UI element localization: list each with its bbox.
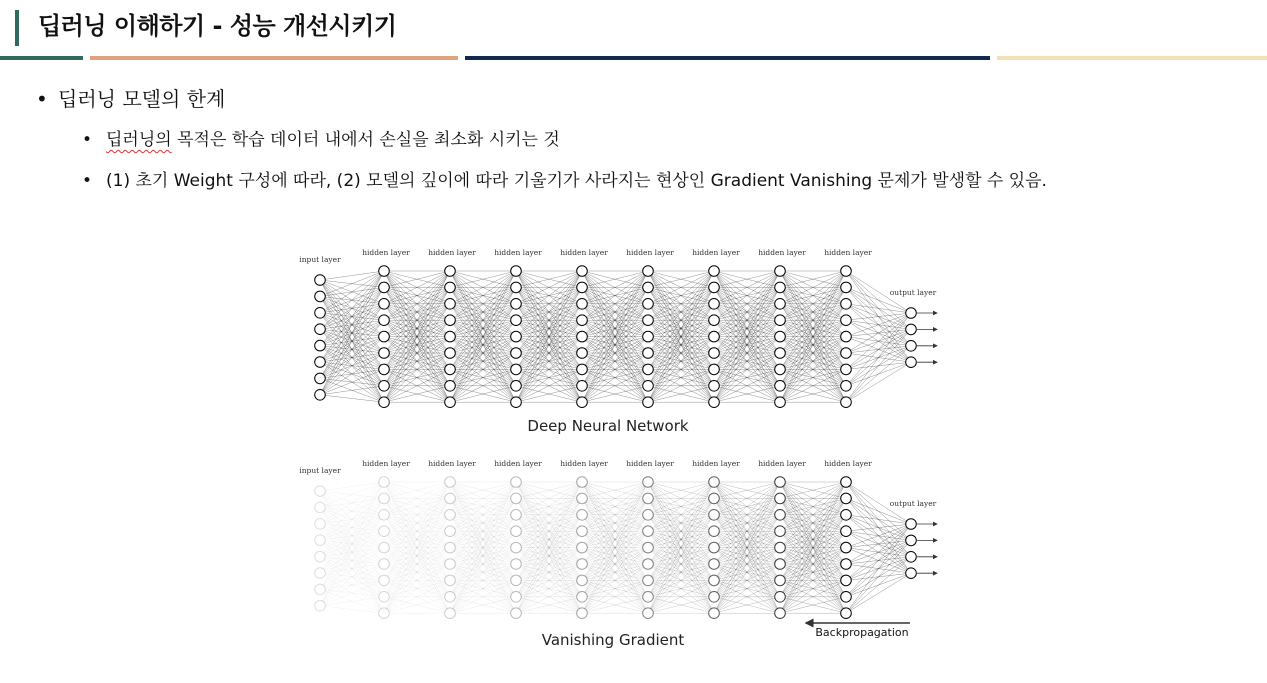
- vg-input-node: [315, 551, 326, 562]
- dnn-input-node: [315, 324, 326, 335]
- dnn-output-node: [906, 341, 917, 352]
- dnn-hidden-node: [643, 381, 654, 392]
- bullet-dot: •: [36, 87, 48, 111]
- dnn-output-node: [906, 357, 917, 368]
- dnn-edge: [320, 271, 384, 346]
- dnn-hidden-node: [511, 348, 522, 359]
- vg-hidden-layer-label: hidden layer: [428, 459, 476, 468]
- dnn-hidden-node: [775, 348, 786, 359]
- dnn-hidden-node: [643, 331, 654, 342]
- main-bullet-text: 딥러닝 모델의 한계: [58, 87, 226, 111]
- sub-bullet-2-text: (1) 초기 Weight 구성에 따라, (2) 모델의 깊이에 따라 기울기가 사라지는 현상인 Gradient Vanishing 문제가 발생할 수 있음.: [106, 171, 1047, 191]
- dnn-hidden-node: [841, 331, 852, 342]
- dnn-hidden-layer-label: hidden layer: [758, 248, 806, 257]
- vg-output-node: [906, 568, 917, 579]
- dnn-input-node: [315, 275, 326, 286]
- sub-bullet-1-text: 목적은 학습 데이터 내에서 손실을 최소화 시키는 것: [171, 130, 560, 150]
- vg-input-node: [315, 601, 326, 612]
- vg-hidden-node: [445, 493, 456, 504]
- vg-hidden-node: [511, 608, 522, 619]
- vg-hidden-node: [379, 559, 390, 570]
- bullet-dot: •: [82, 171, 93, 191]
- dnn-hidden-node: [379, 266, 390, 277]
- dnn-input-layer-label: input layer: [299, 255, 341, 264]
- dnn-output-node: [906, 324, 917, 335]
- vg-hidden-node: [775, 493, 786, 504]
- vg-hidden-node: [841, 592, 852, 603]
- vg-hidden-node: [577, 493, 588, 504]
- dnn-hidden-node: [445, 299, 456, 310]
- vg-hidden-node: [511, 559, 522, 570]
- dnn-hidden-node: [709, 331, 720, 342]
- dnn-hidden-node: [643, 364, 654, 375]
- dnn-hidden-node: [577, 397, 588, 408]
- vg-edge: [320, 482, 384, 589]
- vg-hidden-node: [643, 575, 654, 586]
- vg-output-node: [906, 519, 917, 530]
- dnn-input-node: [315, 291, 326, 302]
- vg-edge: [320, 482, 384, 491]
- dnn-hidden-node: [709, 381, 720, 392]
- vg-hidden-node: [577, 526, 588, 537]
- dnn-hidden-node: [577, 299, 588, 310]
- dnn-input-node: [315, 373, 326, 384]
- dnn-hidden-node: [643, 315, 654, 326]
- neural-network-diagram: [290, 240, 950, 660]
- vg-hidden-node: [775, 477, 786, 488]
- vg-hidden-node: [643, 559, 654, 570]
- vg-hidden-node: [775, 526, 786, 537]
- vg-hidden-node: [841, 493, 852, 504]
- dnn-hidden-node: [709, 282, 720, 293]
- vg-hidden-node: [841, 477, 852, 488]
- dnn-hidden-node: [379, 397, 390, 408]
- vg-hidden-node: [643, 542, 654, 553]
- sub-bullet-1: [82, 128, 560, 152]
- main-bullet: [36, 86, 225, 112]
- dnn-input-node: [315, 308, 326, 319]
- dnn-hidden-node: [511, 381, 522, 392]
- vg-hidden-layer-label: hidden layer: [824, 459, 872, 468]
- diagram-caption-top: Deep Neural Network: [527, 417, 689, 435]
- vg-input-node: [315, 568, 326, 579]
- vg-hidden-node: [445, 592, 456, 603]
- dnn-edge: [320, 287, 384, 394]
- vg-hidden-node: [775, 608, 786, 619]
- dnn-hidden-node: [445, 331, 456, 342]
- vg-hidden-node: [709, 575, 720, 586]
- vg-edge: [320, 498, 384, 605]
- vg-hidden-node: [379, 493, 390, 504]
- vg-hidden-layer-label: hidden layer: [362, 459, 410, 468]
- header-rule-green: [0, 56, 83, 60]
- dnn-hidden-node: [643, 397, 654, 408]
- vg-edge: [320, 482, 384, 524]
- vg-hidden-node: [577, 575, 588, 586]
- dnn-hidden-node: [841, 266, 852, 277]
- vg-hidden-node: [577, 477, 588, 488]
- dnn-hidden-node: [379, 364, 390, 375]
- dnn-hidden-node: [775, 266, 786, 277]
- vg-hidden-node: [775, 559, 786, 570]
- header-rule-navy: [465, 56, 990, 60]
- vg-output-node: [906, 552, 917, 563]
- dnn-hidden-node: [577, 266, 588, 277]
- vg-hidden-node: [841, 542, 852, 553]
- dnn-hidden-node: [577, 348, 588, 359]
- dnn-hidden-node: [709, 364, 720, 375]
- dnn-hidden-node: [445, 364, 456, 375]
- dnn-hidden-node: [445, 381, 456, 392]
- vg-hidden-node: [841, 559, 852, 570]
- dnn-hidden-node: [643, 282, 654, 293]
- dnn-hidden-node: [775, 331, 786, 342]
- dnn-edge: [846, 304, 911, 313]
- dnn-hidden-node: [379, 348, 390, 359]
- dnn-hidden-node: [577, 315, 588, 326]
- vg-hidden-layer-label: hidden layer: [560, 459, 608, 468]
- dnn-hidden-node: [445, 348, 456, 359]
- vg-hidden-node: [511, 526, 522, 537]
- vg-hidden-node: [445, 575, 456, 586]
- vg-hidden-node: [445, 559, 456, 570]
- vg-hidden-node: [511, 592, 522, 603]
- dnn-hidden-node: [841, 364, 852, 375]
- vg-hidden-node: [775, 592, 786, 603]
- sub-bullet-2: [82, 169, 1047, 193]
- dnn-hidden-node: [511, 315, 522, 326]
- vg-hidden-layer-label: hidden layer: [494, 459, 542, 468]
- dnn-hidden-node: [841, 381, 852, 392]
- vg-input-node: [315, 519, 326, 530]
- dnn-hidden-node: [379, 282, 390, 293]
- vg-hidden-node: [841, 575, 852, 586]
- header-rule-beige: [997, 56, 1267, 60]
- vg-input-node: [315, 535, 326, 546]
- dnn-hidden-node: [643, 266, 654, 277]
- dnn-hidden-node: [445, 266, 456, 277]
- dnn-hidden-node: [841, 315, 852, 326]
- dnn-hidden-node: [643, 299, 654, 310]
- dnn-input-node: [315, 340, 326, 351]
- vg-edge: [320, 482, 384, 557]
- vg-hidden-layer-label: hidden layer: [626, 459, 674, 468]
- dnn-hidden-node: [709, 397, 720, 408]
- vg-hidden-node: [841, 608, 852, 619]
- vg-hidden-node: [577, 510, 588, 521]
- vg-output-layer-label: output layer: [889, 499, 937, 508]
- vg-input-node: [315, 584, 326, 595]
- dnn-hidden-node: [775, 315, 786, 326]
- vg-hidden-node: [379, 608, 390, 619]
- dnn-hidden-node: [445, 397, 456, 408]
- vg-input-node: [315, 486, 326, 497]
- vg-hidden-node: [511, 477, 522, 488]
- vg-hidden-node: [445, 608, 456, 619]
- dnn-hidden-node: [841, 282, 852, 293]
- dnn-hidden-node: [577, 381, 588, 392]
- dnn-hidden-layer-label: hidden layer: [626, 248, 674, 257]
- dnn-hidden-node: [775, 299, 786, 310]
- dnn-hidden-node: [709, 348, 720, 359]
- vg-hidden-node: [511, 542, 522, 553]
- backprop-label: Backpropagation: [815, 626, 909, 639]
- dnn-hidden-layer-label: hidden layer: [560, 248, 608, 257]
- dnn-hidden-node: [577, 282, 588, 293]
- vg-hidden-node: [709, 559, 720, 570]
- vg-hidden-node: [643, 477, 654, 488]
- dnn-hidden-layer-label: hidden layer: [692, 248, 740, 257]
- vg-hidden-node: [709, 592, 720, 603]
- vg-hidden-node: [445, 542, 456, 553]
- dnn-hidden-node: [379, 331, 390, 342]
- vg-hidden-node: [445, 526, 456, 537]
- dnn-hidden-node: [511, 299, 522, 310]
- dnn-output-node: [906, 308, 917, 319]
- header-rule-orange: [90, 56, 458, 60]
- dnn-hidden-node: [709, 266, 720, 277]
- vg-hidden-node: [511, 510, 522, 521]
- vg-hidden-node: [643, 510, 654, 521]
- dnn-hidden-node: [379, 381, 390, 392]
- vg-hidden-node: [643, 493, 654, 504]
- dnn-hidden-node: [841, 348, 852, 359]
- vg-input-node: [315, 502, 326, 513]
- dnn-edge: [320, 271, 384, 313]
- vg-hidden-node: [379, 477, 390, 488]
- dnn-input-node: [315, 357, 326, 368]
- vg-hidden-node: [577, 559, 588, 570]
- vg-hidden-node: [841, 510, 852, 521]
- vg-hidden-node: [577, 542, 588, 553]
- dnn-hidden-node: [379, 315, 390, 326]
- dnn-output-layer-label: output layer: [889, 288, 937, 297]
- dnn-hidden-layer-label: hidden layer: [428, 248, 476, 257]
- dnn-hidden-node: [445, 282, 456, 293]
- dnn-hidden-node: [511, 266, 522, 277]
- dnn-edge: [320, 271, 384, 378]
- vg-hidden-node: [643, 526, 654, 537]
- vg-hidden-node: [643, 608, 654, 619]
- dnn-hidden-node: [775, 397, 786, 408]
- vg-hidden-node: [379, 592, 390, 603]
- bullet-dot: •: [82, 130, 93, 150]
- dnn-hidden-node: [511, 397, 522, 408]
- vg-hidden-node: [643, 592, 654, 603]
- vg-hidden-node: [445, 510, 456, 521]
- dnn-hidden-node: [511, 282, 522, 293]
- vg-hidden-node: [709, 493, 720, 504]
- dnn-hidden-layer-label: hidden layer: [824, 248, 872, 257]
- vg-hidden-node: [379, 526, 390, 537]
- dnn-hidden-node: [577, 331, 588, 342]
- dnn-hidden-node: [511, 331, 522, 342]
- vg-hidden-node: [709, 526, 720, 537]
- vg-hidden-node: [379, 575, 390, 586]
- vg-hidden-node: [379, 510, 390, 521]
- neural-network-figure: [290, 240, 950, 664]
- dnn-hidden-node: [643, 348, 654, 359]
- vg-output-node: [906, 535, 917, 546]
- vg-hidden-node: [775, 542, 786, 553]
- dnn-hidden-layer-label: hidden layer: [494, 248, 542, 257]
- vg-hidden-node: [709, 510, 720, 521]
- vg-hidden-node: [841, 526, 852, 537]
- vg-hidden-layer-label: hidden layer: [692, 459, 740, 468]
- vg-hidden-node: [709, 477, 720, 488]
- vg-edge: [846, 515, 911, 524]
- vg-hidden-node: [379, 542, 390, 553]
- dnn-hidden-node: [841, 299, 852, 310]
- dnn-hidden-layer-label: hidden layer: [362, 248, 410, 257]
- dnn-hidden-node: [577, 364, 588, 375]
- dnn-hidden-node: [841, 397, 852, 408]
- dnn-hidden-node: [379, 299, 390, 310]
- page-title: 딥러닝 이해하기 - 성능 개선시키기: [38, 12, 397, 40]
- dnn-hidden-node: [511, 364, 522, 375]
- spellcheck-underlined-word: 딥러닝의: [106, 130, 172, 150]
- title-accent-bar: [15, 10, 19, 46]
- vg-input-layer-label: input layer: [299, 466, 341, 475]
- dnn-hidden-node: [709, 299, 720, 310]
- vg-hidden-node: [445, 477, 456, 488]
- dnn-hidden-node: [775, 364, 786, 375]
- vg-hidden-node: [511, 575, 522, 586]
- dnn-input-node: [315, 390, 326, 401]
- vg-hidden-node: [775, 510, 786, 521]
- dnn-hidden-node: [709, 315, 720, 326]
- vg-hidden-node: [511, 493, 522, 504]
- vg-hidden-node: [709, 608, 720, 619]
- vg-hidden-node: [577, 608, 588, 619]
- vg-hidden-node: [775, 575, 786, 586]
- vg-hidden-layer-label: hidden layer: [758, 459, 806, 468]
- dnn-hidden-node: [445, 315, 456, 326]
- vg-hidden-node: [577, 592, 588, 603]
- dnn-hidden-node: [775, 282, 786, 293]
- diagram-caption-bottom: Vanishing Gradient: [541, 631, 685, 649]
- vg-hidden-node: [709, 542, 720, 553]
- dnn-edge: [320, 271, 384, 280]
- dnn-hidden-node: [775, 381, 786, 392]
